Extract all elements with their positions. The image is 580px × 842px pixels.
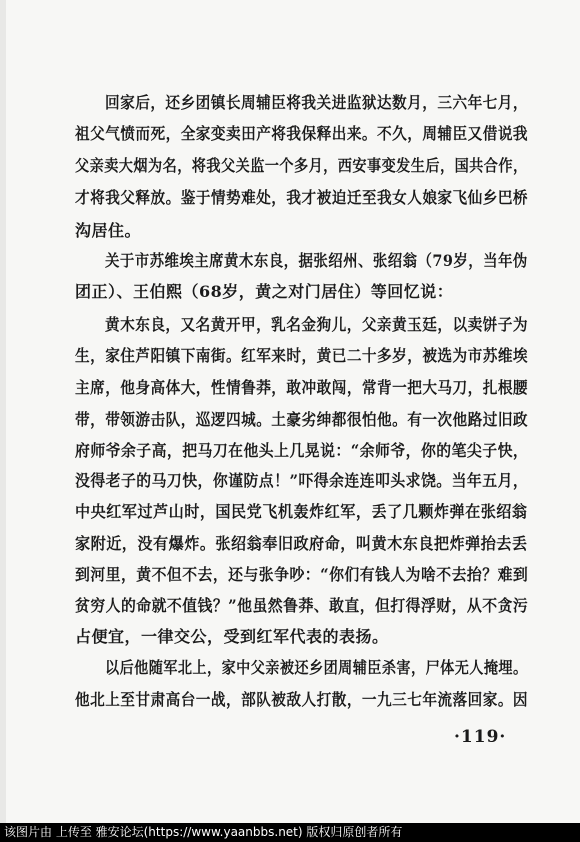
text-line: 黄木东良，又名黄开甲，乳名金狗儿，父亲黄玉廷，以卖饼子为 [105, 315, 529, 334]
text-line: 带，带领游击队，巡逻四城。土豪劣绅都很怕他。有一次他路过旧政 [75, 410, 529, 429]
text-line: 没得老子的马刀快，你谨防点！”吓得余连连叩头求饶。当年五月， [75, 471, 529, 490]
text-line: 才将我父释放。鉴于情势难处，我才被迫迁至我女人娘家飞仙乡巴桥 [75, 188, 529, 207]
text-line: 沟居住。 [75, 221, 142, 240]
text-line: 团正）、王伯熙（68岁，黄之对门居住）等回忆说： [75, 282, 454, 301]
text-line: 回家后，还乡团镇长周辅臣将我关进监狱达数月，三六年七月， [105, 93, 529, 112]
text-line: 占便宜，一律交公，受到红军代表的表扬。 [75, 627, 389, 646]
text-line: 关于市苏维埃主席黄木东良，据张绍州、张绍翁（79岁，当年伪 [105, 251, 528, 270]
text-line: 贫穷人的命就不值钱？”他虽然鲁莽、敢直，但打得浮财，从不贪污 [75, 596, 529, 615]
text-line: 祖父气愤而死，全家变卖田产将我保释出来。不久，周辅臣又借说我 [75, 124, 529, 143]
watermark-footer: 该图片由 上传至 雅安论坛(https://www.yaanbbs.net) 版权归原创者所有 [0, 823, 580, 842]
text-line: 生，家住芦阳镇下南街。红军来时，黄已二十多岁，被选为市苏维埃 [75, 346, 529, 365]
text-line: 府师爷余子高，把马刀在他头上几晃说：“余师爷，你的笔尖子快， [75, 441, 529, 460]
text-line: 主席，他身高体大，性情鲁莽，敢冲敢闯，常背一把大马刀，扎根腰 [75, 378, 529, 397]
text-line: 家附近，没有爆炸。张绍翁奉旧政府命，叫黄木东良把炸弹抬去丢 [75, 534, 528, 553]
text-line: 以后他随军北上，家中父亲被还乡团周辅臣杀害，尸体无人掩埋。 [105, 658, 528, 677]
text-line: 父亲卖大烟为名，将我父关监一个多月，西安事变发生后，国共合作， [75, 156, 528, 175]
text-line: 他北上至甘肃高台一战，部队被敌人打散，一九三七年流落回家。因 [75, 690, 529, 709]
text-line: 到河里，黄不但不去，还与张争吵：“你们有钱人为啥不去抬？难到 [75, 565, 529, 584]
text-line: 中央红军过芦山时，国民党飞机轰炸红军，丢了几颗炸弹在张绍翁 [75, 502, 528, 521]
page-number: ·119· [454, 727, 507, 747]
